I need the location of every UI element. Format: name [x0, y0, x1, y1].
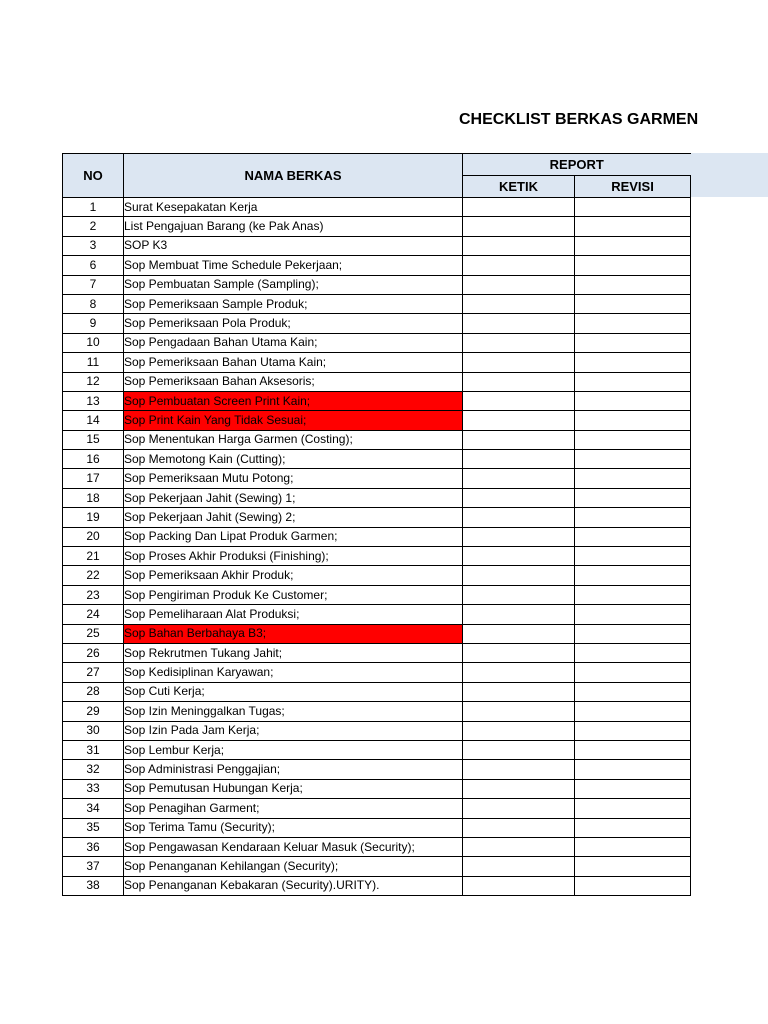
row-document-name: Sop Print Kain Yang Tidak Sesuai;	[124, 411, 463, 430]
table-row	[63, 411, 691, 430]
row-document-name: Sop Proses Akhir Produksi (Finishing);	[124, 547, 463, 566]
ketik-cell[interactable]	[463, 469, 575, 488]
ketik-cell[interactable]	[463, 799, 575, 818]
ketik-cell[interactable]	[463, 411, 575, 430]
ketik-cell[interactable]	[463, 275, 575, 294]
ketik-cell[interactable]	[463, 527, 575, 546]
row-number: 14	[63, 411, 124, 430]
row-number: 15	[63, 430, 124, 449]
row-number: 18	[63, 488, 124, 507]
revisi-cell[interactable]	[575, 217, 691, 236]
revisi-cell[interactable]	[575, 391, 691, 410]
row-number: 1	[63, 198, 124, 217]
revisi-cell[interactable]	[575, 566, 691, 585]
table-row	[63, 740, 691, 759]
row-document-name: Sop Izin Meninggalkan Tugas;	[124, 702, 463, 721]
ketik-cell[interactable]	[463, 585, 575, 604]
ketik-cell[interactable]	[463, 682, 575, 701]
row-document-name: List Pengajuan Barang (ke Pak Anas)	[124, 217, 463, 236]
row-document-name: Sop Pemeriksaan Bahan Aksesoris;	[124, 372, 463, 391]
row-number: 32	[63, 760, 124, 779]
row-number: 19	[63, 508, 124, 527]
ketik-cell[interactable]	[463, 721, 575, 740]
row-number: 36	[63, 837, 124, 856]
ketik-cell[interactable]	[463, 450, 575, 469]
row-document-name: Sop Penagihan Garment;	[124, 799, 463, 818]
revisi-cell[interactable]	[575, 682, 691, 701]
ketik-cell[interactable]	[463, 217, 575, 236]
revisi-cell[interactable]	[575, 411, 691, 430]
table-row	[63, 702, 691, 721]
row-document-name: Sop Memotong Kain (Cutting);	[124, 450, 463, 469]
ketik-cell[interactable]	[463, 760, 575, 779]
revisi-cell[interactable]	[575, 527, 691, 546]
table-row	[63, 624, 691, 643]
row-document-name: Sop Pembuatan Screen Print Kain;	[124, 391, 463, 410]
table-row	[63, 314, 691, 333]
header-revisi: REVISI	[575, 176, 691, 198]
row-document-name: Sop Izin Pada Jam Kerja;	[124, 721, 463, 740]
revisi-cell[interactable]	[575, 236, 691, 255]
row-number: 16	[63, 450, 124, 469]
header-no: NO	[63, 154, 124, 198]
row-number: 3	[63, 236, 124, 255]
row-document-name: Sop Administrasi Penggajian;	[124, 760, 463, 779]
revisi-cell[interactable]	[575, 663, 691, 682]
row-number: 21	[63, 547, 124, 566]
revisi-cell[interactable]	[575, 585, 691, 604]
ketik-cell[interactable]	[463, 779, 575, 798]
table-row	[63, 799, 691, 818]
ketik-cell[interactable]	[463, 663, 575, 682]
table-row	[63, 391, 691, 410]
row-number: 37	[63, 857, 124, 876]
row-number: 13	[63, 391, 124, 410]
row-document-name: Sop Pengiriman Produk Ke Customer;	[124, 585, 463, 604]
row-document-name: Sop Pembuatan Sample (Sampling);	[124, 275, 463, 294]
table-row	[63, 760, 691, 779]
ketik-cell[interactable]	[463, 372, 575, 391]
revisi-cell[interactable]	[575, 469, 691, 488]
row-document-name: Sop Pemutusan Hubungan Kerja;	[124, 779, 463, 798]
table-row	[63, 643, 691, 662]
table-row	[63, 585, 691, 604]
ketik-cell[interactable]	[463, 198, 575, 217]
revisi-cell[interactable]	[575, 837, 691, 856]
revisi-cell[interactable]	[575, 256, 691, 275]
row-number: 7	[63, 275, 124, 294]
revisi-cell[interactable]	[575, 430, 691, 449]
table-row	[63, 294, 691, 313]
row-document-name: Sop Penanganan Kebakaran (Security).URITY).	[124, 876, 463, 895]
ketik-cell[interactable]	[463, 294, 575, 313]
ketik-cell[interactable]	[463, 236, 575, 255]
revisi-cell[interactable]	[575, 547, 691, 566]
row-document-name: Sop Pemeriksaan Bahan Utama Kain;	[124, 353, 463, 372]
row-number: 17	[63, 469, 124, 488]
revisi-cell[interactable]	[575, 372, 691, 391]
table-row	[63, 488, 691, 507]
row-number: 22	[63, 566, 124, 585]
table-row	[63, 372, 691, 391]
row-document-name: Sop Kedisiplinan Karyawan;	[124, 663, 463, 682]
row-number: 38	[63, 876, 124, 895]
row-number: 23	[63, 585, 124, 604]
row-number: 31	[63, 740, 124, 759]
checklist-rows	[63, 198, 691, 896]
revisi-cell[interactable]	[575, 488, 691, 507]
header-ketik: KETIK	[463, 176, 575, 198]
table-row	[63, 217, 691, 236]
table-row	[63, 353, 691, 372]
table-row	[63, 450, 691, 469]
ketik-cell[interactable]	[463, 508, 575, 527]
row-document-name: Sop Pemeriksaan Akhir Produk;	[124, 566, 463, 585]
checklist-table	[62, 153, 691, 896]
row-document-name: Sop Membuat Time Schedule Pekerjaan;	[124, 256, 463, 275]
table-row	[63, 198, 691, 217]
row-number: 9	[63, 314, 124, 333]
row-number: 28	[63, 682, 124, 701]
row-number: 35	[63, 818, 124, 837]
row-document-name: Sop Pengadaan Bahan Utama Kain;	[124, 333, 463, 352]
row-number: 11	[63, 353, 124, 372]
ketik-cell[interactable]	[463, 624, 575, 643]
ketik-cell[interactable]	[463, 702, 575, 721]
table-row	[63, 547, 691, 566]
header-report: REPORT	[463, 154, 691, 176]
row-number: 33	[63, 779, 124, 798]
revisi-cell[interactable]	[575, 779, 691, 798]
row-document-name: Sop Rekrutmen Tukang Jahit;	[124, 643, 463, 662]
table-row	[63, 333, 691, 352]
table-row	[63, 256, 691, 275]
revisi-cell[interactable]	[575, 876, 691, 895]
ketik-cell[interactable]	[463, 818, 575, 837]
row-number: 26	[63, 643, 124, 662]
row-document-name: Sop Bahan Berbahaya B3;	[124, 624, 463, 643]
ketik-cell[interactable]	[463, 333, 575, 352]
row-document-name: Sop Pengawasan Kendaraan Keluar Masuk (Security);	[124, 837, 463, 856]
row-number: 29	[63, 702, 124, 721]
row-number: 8	[63, 294, 124, 313]
ketik-cell[interactable]	[463, 643, 575, 662]
row-number: 27	[63, 663, 124, 682]
row-number: 25	[63, 624, 124, 643]
row-document-name: Sop Pemeriksaan Mutu Potong;	[124, 469, 463, 488]
revisi-cell[interactable]	[575, 605, 691, 624]
revisi-cell[interactable]	[575, 760, 691, 779]
row-document-name: Sop Pemeriksaan Pola Produk;	[124, 314, 463, 333]
row-document-name: Surat Kesepakatan Kerja	[124, 198, 463, 217]
ketik-cell[interactable]	[463, 353, 575, 372]
revisi-cell[interactable]	[575, 294, 691, 313]
document-title: CHECKLIST BERKAS GARMEN	[459, 111, 699, 128]
ketik-cell[interactable]	[463, 488, 575, 507]
table-row	[63, 469, 691, 488]
ketik-cell[interactable]	[463, 740, 575, 759]
revisi-cell[interactable]	[575, 198, 691, 217]
revisi-cell[interactable]	[575, 857, 691, 876]
row-document-name: Sop Packing Dan Lipat Produk Garmen;	[124, 527, 463, 546]
ketik-cell[interactable]	[463, 837, 575, 856]
revisi-cell[interactable]	[575, 721, 691, 740]
revisi-cell[interactable]	[575, 702, 691, 721]
row-document-name: Sop Pekerjaan Jahit (Sewing) 2;	[124, 508, 463, 527]
revisi-cell[interactable]	[575, 333, 691, 352]
row-number: 6	[63, 256, 124, 275]
row-number: 24	[63, 605, 124, 624]
revisi-cell[interactable]	[575, 818, 691, 837]
revisi-cell[interactable]	[575, 353, 691, 372]
ketik-cell[interactable]	[463, 857, 575, 876]
revisi-cell[interactable]	[575, 624, 691, 643]
row-document-name: Sop Pekerjaan Jahit (Sewing) 1;	[124, 488, 463, 507]
row-document-name: Sop Lembur Kerja;	[124, 740, 463, 759]
row-document-name: Sop Penanganan Kehilangan (Security);	[124, 857, 463, 876]
table-row	[63, 876, 691, 895]
table-row	[63, 818, 691, 837]
row-number: 30	[63, 721, 124, 740]
ketik-cell[interactable]	[463, 256, 575, 275]
table-row	[63, 721, 691, 740]
revisi-cell[interactable]	[575, 508, 691, 527]
row-number: 34	[63, 799, 124, 818]
row-document-name: Sop Menentukan Harga Garmen (Costing);	[124, 430, 463, 449]
table-row	[63, 508, 691, 527]
row-number: 20	[63, 527, 124, 546]
revisi-cell[interactable]	[575, 314, 691, 333]
ketik-cell[interactable]	[463, 391, 575, 410]
revisi-cell[interactable]	[575, 275, 691, 294]
ketik-cell[interactable]	[463, 876, 575, 895]
table-row	[63, 566, 691, 585]
row-document-name: Sop Pemeliharaan Alat Produksi;	[124, 605, 463, 624]
ketik-cell[interactable]	[463, 566, 575, 585]
row-document-name: Sop Cuti Kerja;	[124, 682, 463, 701]
table-row	[63, 275, 691, 294]
table-row	[63, 236, 691, 255]
row-document-name: Sop Terima Tamu (Security);	[124, 818, 463, 837]
table-row	[63, 682, 691, 701]
table-row	[63, 857, 691, 876]
row-document-name: Sop Pemeriksaan Sample Produk;	[124, 294, 463, 313]
revisi-cell[interactable]	[575, 740, 691, 759]
row-number: 12	[63, 372, 124, 391]
row-number: 10	[63, 333, 124, 352]
ketik-cell[interactable]	[463, 314, 575, 333]
table-row	[63, 837, 691, 856]
table-row	[63, 527, 691, 546]
header-nama-berkas: NAMA BERKAS	[124, 154, 463, 198]
ketik-cell[interactable]	[463, 605, 575, 624]
revisi-cell[interactable]	[575, 450, 691, 469]
table-row	[63, 605, 691, 624]
revisi-cell[interactable]	[575, 643, 691, 662]
table-row	[63, 663, 691, 682]
row-document-name: SOP K3	[124, 236, 463, 255]
row-number: 2	[63, 217, 124, 236]
table-row	[63, 779, 691, 798]
ketik-cell[interactable]	[463, 430, 575, 449]
revisi-cell[interactable]	[575, 799, 691, 818]
ketik-cell[interactable]	[463, 547, 575, 566]
table-row	[63, 430, 691, 449]
